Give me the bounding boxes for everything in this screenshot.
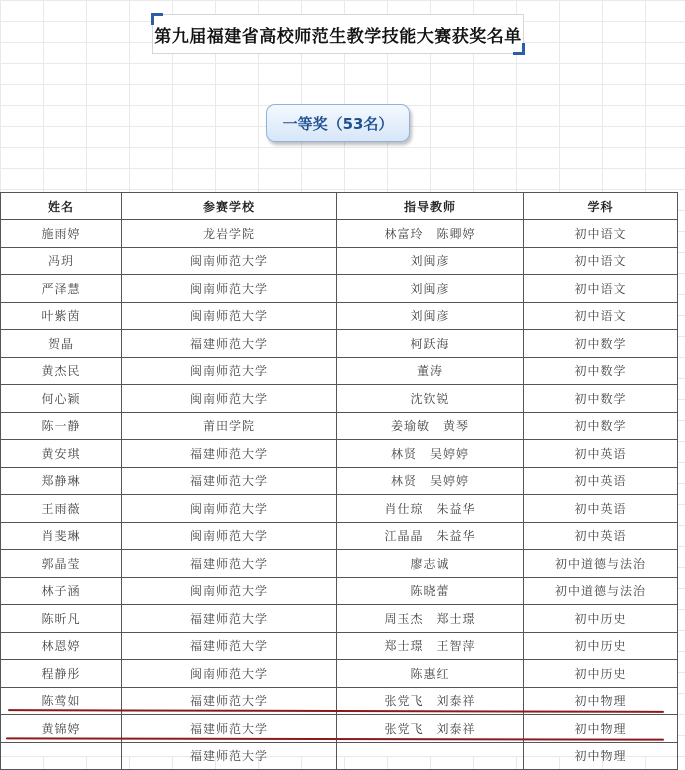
cell-advisor: 沈钦锐 [337, 385, 524, 413]
cell-advisor: 张党飞 刘泰祥 [337, 687, 524, 715]
cell-school: 闽南师范大学 [122, 357, 337, 385]
cell-subject: 初中道德与法治 [524, 550, 678, 578]
cell-advisor: 肖仕琼 朱益华 [337, 495, 524, 523]
cell-advisor: 江晶晶 朱益华 [337, 522, 524, 550]
cell-school: 福建师范大学 [122, 330, 337, 358]
cell-subject: 初中英语 [524, 522, 678, 550]
cell-school: 福建师范大学 [122, 687, 337, 715]
cell-advisor: 郑士璟 王智萍 [337, 632, 524, 660]
cell-school: 闽南师范大学 [122, 302, 337, 330]
column-header-school: 参赛学校 [122, 193, 337, 220]
table-row [1, 660, 678, 688]
cell-subject: 初中历史 [524, 660, 678, 688]
cell-school: 福建师范大学 [122, 550, 337, 578]
cell-name: 冯玥 [1, 247, 122, 275]
cell-subject: 初中数学 [524, 385, 678, 413]
table-row [1, 742, 678, 770]
cell-advisor: 林贤 吴婷婷 [337, 440, 524, 468]
corner-bracket-icon [151, 13, 163, 25]
cell-advisor: 刘闽彦 [337, 247, 524, 275]
cell-advisor [337, 742, 524, 770]
cell-school: 闽南师范大学 [122, 577, 337, 605]
corner-bracket-icon [513, 43, 525, 55]
cell-subject: 初中历史 [524, 632, 678, 660]
cell-advisor: 林富玲 陈卿婷 [337, 220, 524, 248]
cell-school: 福建师范大学 [122, 605, 337, 633]
cell-name: 肖斐琳 [1, 522, 122, 550]
table-row [1, 330, 678, 358]
cell-subject: 初中英语 [524, 495, 678, 523]
cell-name [1, 742, 122, 770]
cell-advisor: 姜瑜敏 黄琴 [337, 412, 524, 440]
table-header-row [1, 193, 678, 220]
cell-name: 陈一静 [1, 412, 122, 440]
table-row [1, 440, 678, 468]
cell-subject: 初中物理 [524, 742, 678, 770]
table-row [1, 302, 678, 330]
table-row [1, 275, 678, 303]
cell-name: 陈莺如 [1, 687, 122, 715]
cell-name: 王雨薇 [1, 495, 122, 523]
column-header-subject: 学科 [524, 193, 678, 220]
cell-school: 龙岩学院 [122, 220, 337, 248]
cell-school: 莆田学院 [122, 412, 337, 440]
cell-subject: 初中物理 [524, 687, 678, 715]
cell-school: 闽南师范大学 [122, 522, 337, 550]
cell-subject: 初中语文 [524, 302, 678, 330]
cell-subject: 初中语文 [524, 220, 678, 248]
cell-subject: 初中数学 [524, 330, 678, 358]
cell-school: 福建师范大学 [122, 467, 337, 495]
table-row [1, 412, 678, 440]
cell-name: 施雨婷 [1, 220, 122, 248]
cell-school: 闽南师范大学 [122, 495, 337, 523]
cell-school: 福建师范大学 [122, 742, 337, 770]
cell-advisor: 陈晓蕾 [337, 577, 524, 605]
table-body [1, 220, 678, 770]
cell-school: 闽南师范大学 [122, 385, 337, 413]
table-row [1, 687, 678, 715]
cell-advisor: 柯跃海 [337, 330, 524, 358]
table-row [1, 632, 678, 660]
award-level-badge [266, 104, 410, 142]
cell-name: 严泽慧 [1, 275, 122, 303]
cell-name: 郭晶莹 [1, 550, 122, 578]
table-row [1, 357, 678, 385]
table-row [1, 605, 678, 633]
column-header-name: 姓名 [1, 193, 122, 220]
cell-subject: 初中数学 [524, 412, 678, 440]
cell-advisor: 张党飞 刘泰祥 [337, 715, 524, 743]
cell-advisor: 陈惠红 [337, 660, 524, 688]
cell-school: 福建师范大学 [122, 440, 337, 468]
winners-table-container [0, 192, 677, 764]
cell-school: 闽南师范大学 [122, 247, 337, 275]
cell-name: 林子涵 [1, 577, 122, 605]
cell-subject: 初中历史 [524, 605, 678, 633]
cell-advisor: 刘闽彦 [337, 302, 524, 330]
table-row [1, 467, 678, 495]
table-row [1, 220, 678, 248]
table-row [1, 715, 678, 743]
cell-school: 福建师范大学 [122, 715, 337, 743]
cell-school: 闽南师范大学 [122, 275, 337, 303]
cell-name: 贺晶 [1, 330, 122, 358]
cell-name: 黄杰民 [1, 357, 122, 385]
cell-school: 闽南师范大学 [122, 660, 337, 688]
cell-name: 林恩婷 [1, 632, 122, 660]
cell-name: 郑静琳 [1, 467, 122, 495]
cell-advisor: 廖志诚 [337, 550, 524, 578]
cell-subject: 初中数学 [524, 357, 678, 385]
cell-subject: 初中道德与法治 [524, 577, 678, 605]
cell-subject: 初中英语 [524, 440, 678, 468]
table-row [1, 385, 678, 413]
cell-name: 程静彤 [1, 660, 122, 688]
table-row [1, 522, 678, 550]
cell-name: 黄安琪 [1, 440, 122, 468]
table-row [1, 550, 678, 578]
cell-subject: 初中英语 [524, 467, 678, 495]
cell-name: 何心颖 [1, 385, 122, 413]
page-title: 第九届福建省高校师范生教学技能大赛获奖名单 [154, 26, 522, 47]
table-row [1, 495, 678, 523]
award-level-label: 一等奖（53名） [282, 114, 394, 133]
table-row [1, 247, 678, 275]
cell-subject: 初中物理 [524, 715, 678, 743]
winners-table [0, 192, 678, 770]
table-row [1, 577, 678, 605]
cell-name: 陈昕凡 [1, 605, 122, 633]
cell-subject: 初中语文 [524, 275, 678, 303]
cell-name: 黄锦婷 [1, 715, 122, 743]
cell-advisor: 董涛 [337, 357, 524, 385]
cell-name: 叶紫茵 [1, 302, 122, 330]
title-banner [152, 14, 524, 54]
cell-school: 福建师范大学 [122, 632, 337, 660]
cell-advisor: 林贤 吴婷婷 [337, 467, 524, 495]
column-header-advisor: 指导教师 [337, 193, 524, 220]
cell-advisor: 周玉杰 郑士璟 [337, 605, 524, 633]
cell-subject: 初中语文 [524, 247, 678, 275]
cell-advisor: 刘闽彦 [337, 275, 524, 303]
